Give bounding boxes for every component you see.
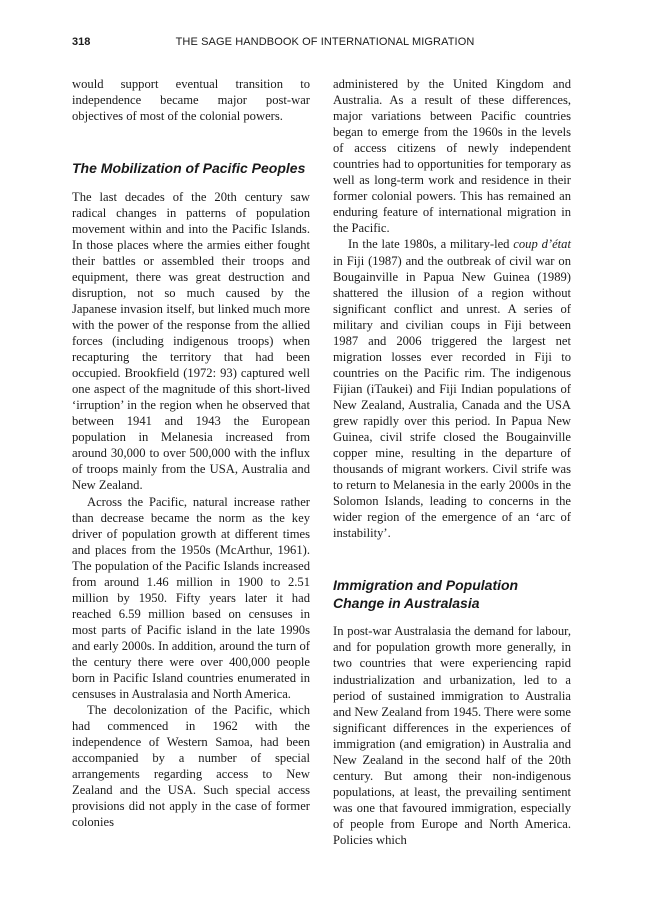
coup-paragraph-start: In the late 1980s, a military-led xyxy=(348,237,514,252)
body-paragraph: In post-war Australasia the demand for labour, and for population growth more generally, in two countries that were experiencing rapid industrialization and urbanization, led to a period of sustained immigration to Australia and New Zealand from 1945. There were some significant differences in the experiences of immigration (and emigration) in Australia and New Zealand in the second half of the 20th century. But among their non-indigenous populations, at least, the prevailing sentiment was one that favoured immigration, especially of people from Europe and North America. Policies which xyxy=(333,624,571,847)
body-paragraph: Across the Pacific, natural increase rather than decrease became the norm as the key driver of population growth at different times and places from the 1950s (McArthur, 1961). The population of the Pacific Islands increased from around 1.46 million in 1900 to 2.51 million by 1950. Fifty years later it had reached 6.59 million based on censuses in most parts of Pacific island in the late 1990s and early 2000s. In addition, around the turn of the century there were over 400,000 people born in Pacific Island countries enumerated in censuses in Australasia and North America. xyxy=(72,494,310,702)
page-header xyxy=(72,36,578,52)
section-heading-immigration: Immigration and Population Change in Australasia xyxy=(333,577,519,611)
running-title: THE SAGE HANDBOOK OF INTERNATIONAL MIGRATION xyxy=(175,36,475,48)
right-column xyxy=(333,76,571,848)
continued-paragraph: administered by the United Kingdom and Australia. As a result of these differences, major variations between Pacific countries began to emerge from the 1960s in the levels of access citizens of newly independent countries had to opportunities for temporary as well as long-term work and residence in their former colonial powers. This has remained an enduring feature of international migration in the Pacific. xyxy=(333,77,571,236)
coup-paragraph-rest: in Fiji (1987) and the outbreak of civil war on Bougainville in Papua New Guinea (1989) shattered the illusion of a region without significant conflict and unrest. A series of military and civilian coups in Fiji between 1987 and 2006 triggered the largest net migration losses ever recorded in Fiji to countries on the Pacific rim. The indigenous Fijian (iTaukei) and Fiji Indian populations of New Zealand, Australia, Canada and the USA grew rapidly over this period. In Papua New Guinea, civil strife closed the Bougainville copper mine, resulting in the departure of thousands of migrant workers. Civil strife was to return to Melanesia in the early 2000s in the Solomon Islands, leading to concerns in the wider region of the emergence of an ‘arc of instability’. xyxy=(333,253,571,541)
coup-term-emphasis: coup d’état xyxy=(513,237,571,252)
body-paragraph: The last decades of the 20th century saw radical changes in patterns of population movement within and into the Pacific Islands. In those places where the armies either fought their battles or assembled their troops and equipment, there was great destruction and disruption, not so much caused by the Japanese invasion itself, but linked much more with the power of the response from the allied forces (including indigenous troops) when recapturing the territory that had been occupied. Brookfield (1972: 93) captured well one aspect of the magnitude of this short-lived ‘irruption’ in the region when he observed that between 1941 and 1943 the European population in Melanesia increased from around 30,000 to over 500,000 with the influx of troops mainly from the USA, Australia and New Zealand. xyxy=(72,189,310,493)
page-number: 318 xyxy=(72,36,91,48)
coup-paragraph xyxy=(333,236,571,541)
intro-paragraph: would support eventual transition to independence became major post-war objectives of most of the colonial powers. xyxy=(72,77,310,124)
section-heading-mobilization: The Mobilization of Pacific Peoples xyxy=(72,160,306,177)
left-column xyxy=(72,76,310,831)
body-paragraph: The decolonization of the Pacific, which had commenced in 1962 with the independence of Western Samoa, had been accompanied by a number of special arrangements regarding access to New Zealand and the USA. Such special access provisions did not apply in the case of former colonies xyxy=(72,703,310,830)
